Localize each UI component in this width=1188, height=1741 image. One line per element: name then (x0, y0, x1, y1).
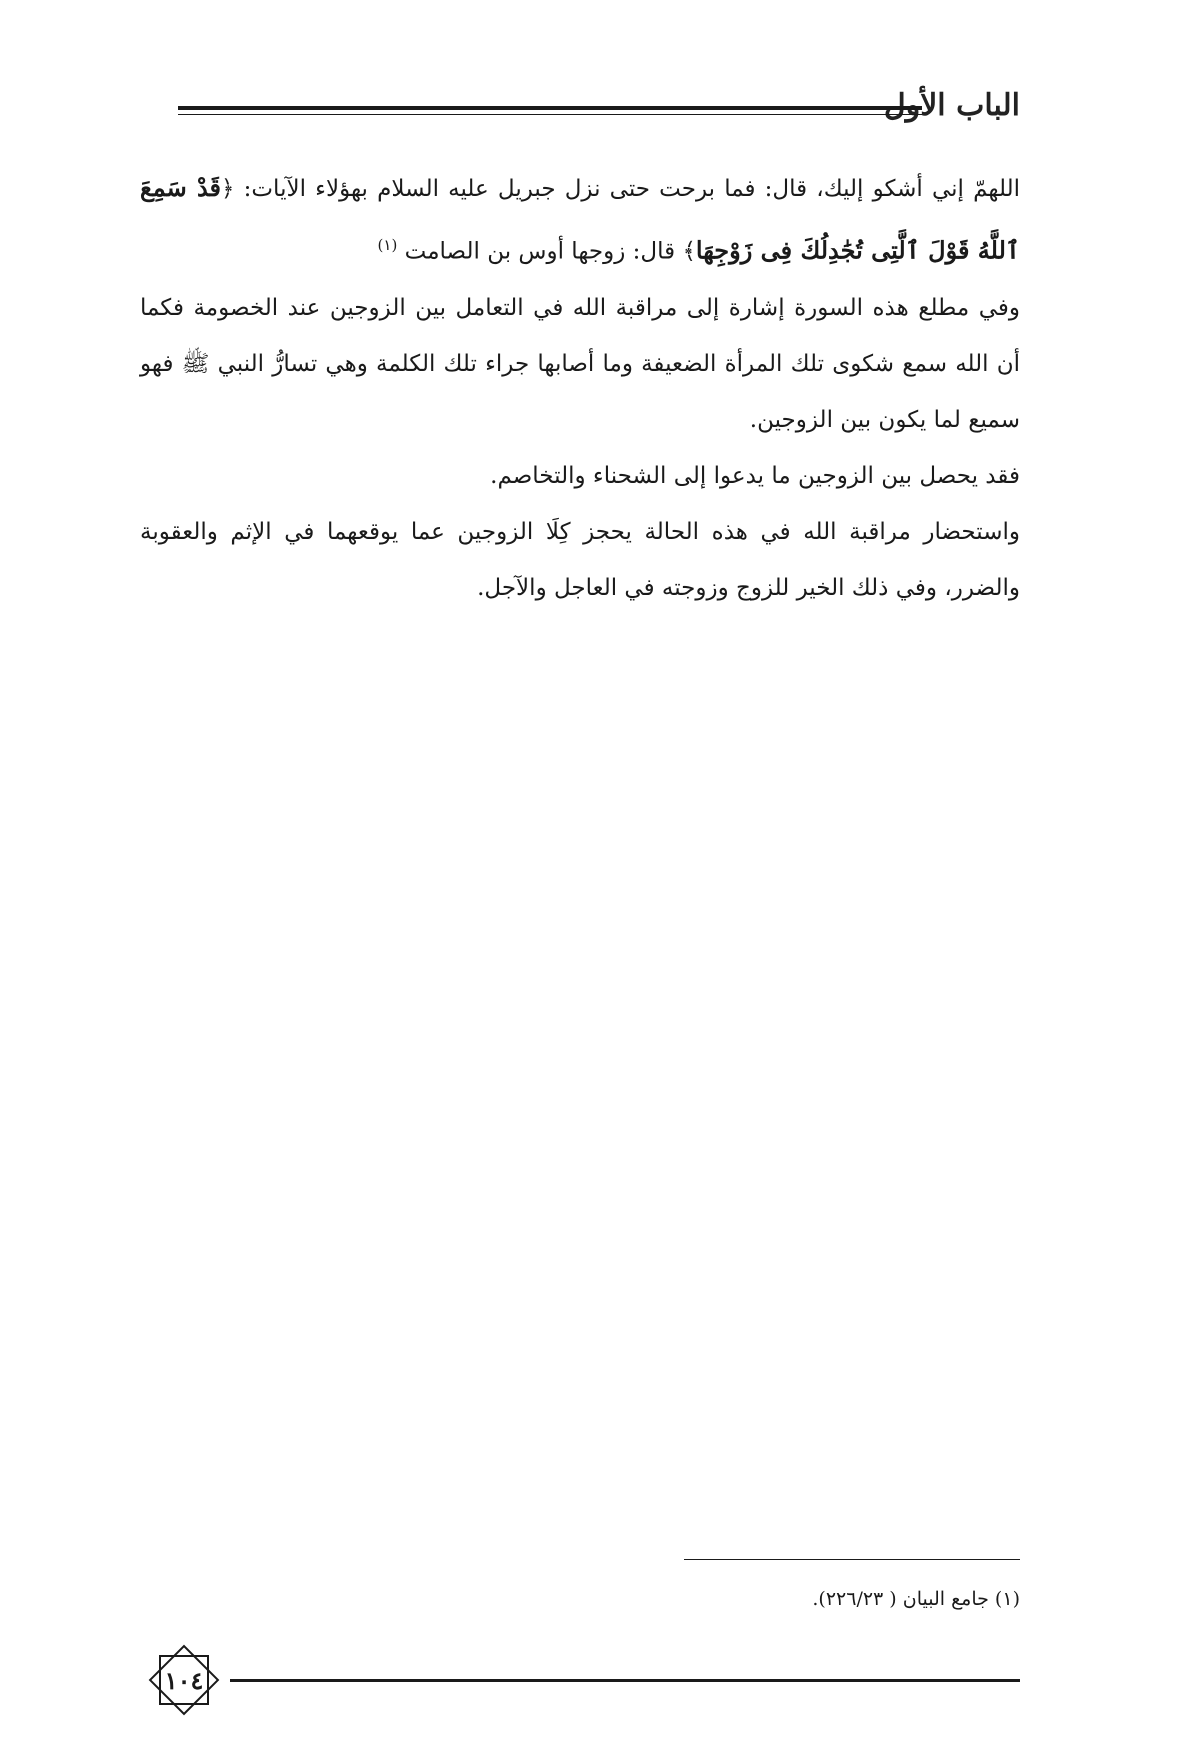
header-rule-thick (178, 106, 922, 110)
footnote-reference[interactable]: (١) (377, 236, 398, 254)
footnote-rule (684, 1559, 1020, 1560)
footnote: (١) جامع البيان ( ٢٢٦/٢٣). (812, 1588, 1020, 1610)
paragraph-4: واستحضار مراقبة الله في هذه الحالة يحجز كِلَا الزوجين عما يوقعهما في الإثم والعقوبة والضرر، وفي ذلك الخير للزوج وزوجته في العاجل والآجل. (140, 518, 1020, 601)
body-text (140, 160, 1020, 616)
paragraph-1-text-a: اللهمّ إني أشكو إليك، قال: فما برحت حتى نزل جبريل عليه السلام بهؤلاء الآيات: ﴿ (221, 176, 1020, 202)
header-rule-thin (178, 114, 922, 115)
page-number-ornament (142, 1638, 226, 1722)
paragraph-1 (140, 160, 1020, 280)
quran-verse: قَدْ سَمِعَ ٱللَّهُ قَوْلَ ٱلَّتِى تُجَٰدِلُكَ فِى زَوْجِهَا (140, 173, 1020, 265)
page-number: ١٠٤ (164, 1665, 204, 1695)
footer-rule (230, 1679, 1020, 1682)
paragraph-2: وفي مطلع هذه السورة إشارة إلى مراقبة الله في التعامل بين الزوجين عند الخصومة فكما أن الله سمع شكوى تلك المرأة الضعيفة وما أصابها جراء تلك الكلمة وهي تسارُّ النبي ﷺ فهو سميع لما يكون بين الزوجين. (140, 294, 1020, 433)
running-head: الباب الأول (883, 88, 1020, 123)
paragraph-1-text-b: ﴾ قال: زوجها أوس بن الصامت (404, 238, 696, 265)
paragraph-3: فقد يحصل بين الزوجين ما يدعوا إلى الشحناء والتخاصم. (490, 462, 1020, 489)
